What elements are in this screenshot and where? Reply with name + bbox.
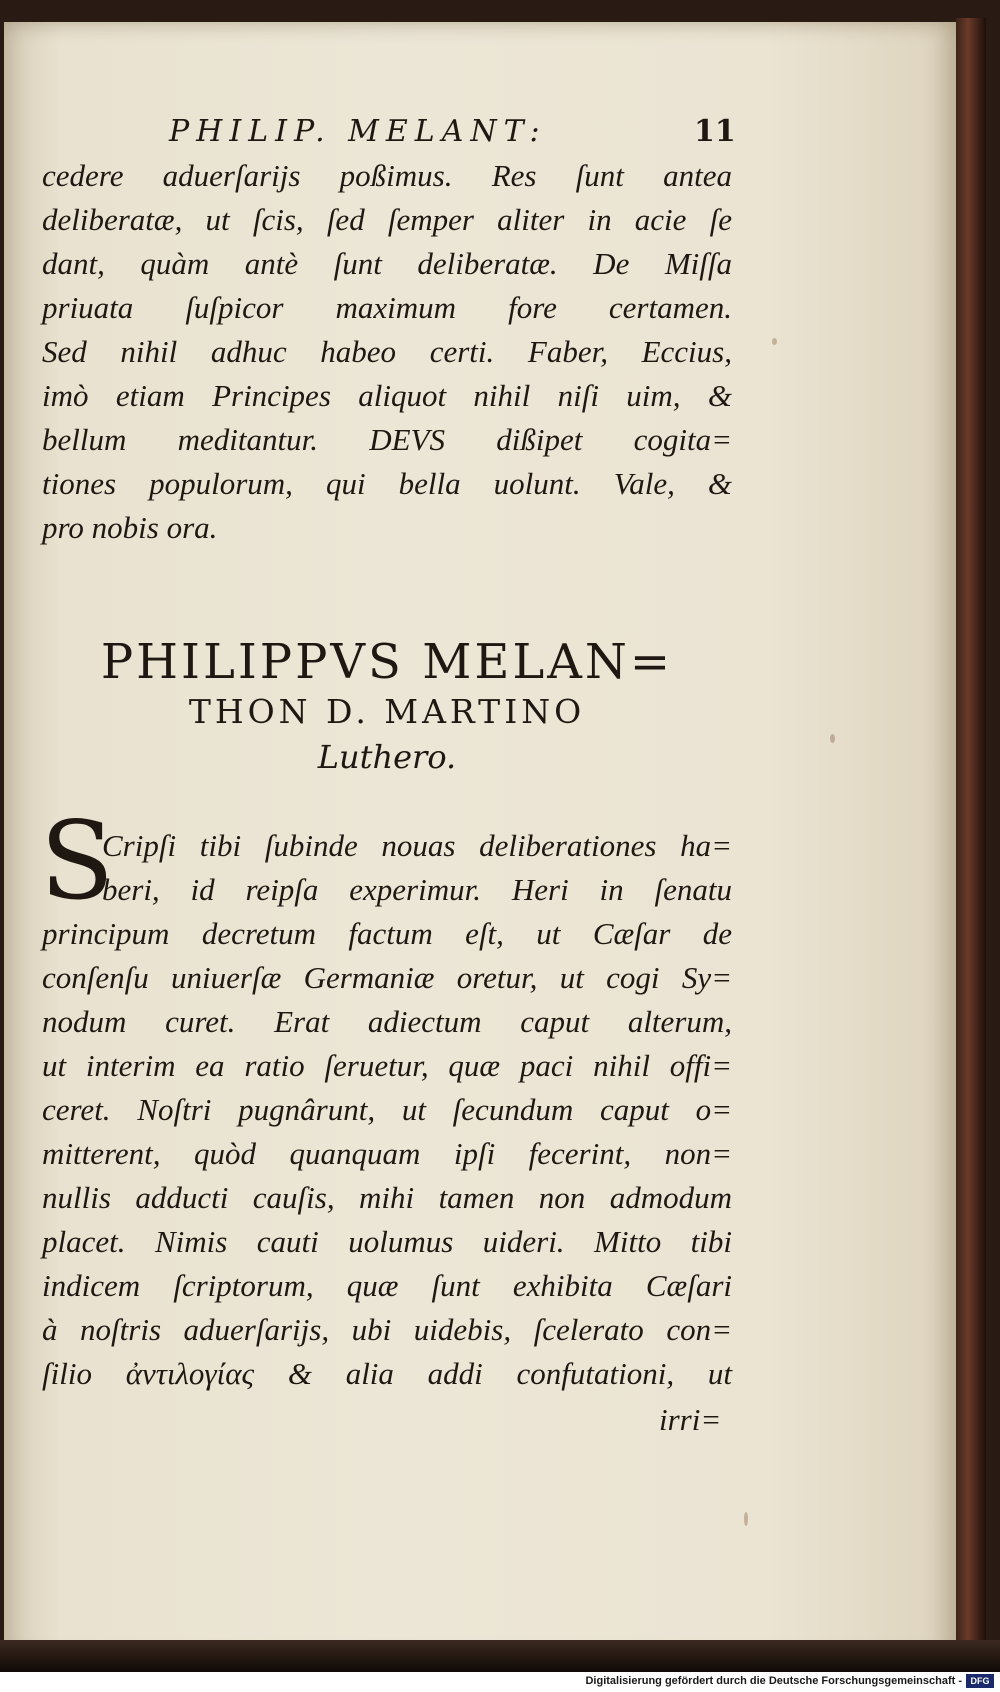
letter-1-text [42,154,732,550]
text-line: dant, quàm antè ſunt deliberatæ. De Miſſa [42,246,732,281]
book-edge [956,18,986,1668]
letter-2-opening [102,824,732,912]
ink-speck [772,338,777,345]
text-line: principum decretum factum eſt, ut Cæſar de [42,916,732,951]
footer-bar [0,1672,1000,1692]
drop-cap: S [40,799,114,924]
page-number: 11 [694,114,736,149]
text-line: bellum meditantur. DEVS dißipet cogita= [42,422,732,457]
text-line: beri, id reipſa experimur. Heri in ſenatu [102,872,732,907]
catchword: irri= [659,1402,722,1437]
letter-2-text [42,912,732,1396]
running-head: PHILIP. MELANT: [169,114,547,149]
text-line: Sed nihil adhuc habeo certi. Faber, Eccius, [42,334,732,369]
text-line: pro nobis ora. [42,510,218,545]
text-line: imò etiam Principes aliquot nihil niſi uim, & [42,378,732,413]
ink-speck [830,734,835,743]
text-line: mitterent, quòd quanquam ipſi fecerint, non= [42,1136,732,1171]
text-line: tiones populorum, qui bella uolunt. Vale, & [42,466,732,501]
text-line: ſilio ἀντιλογίας & alia addi confutationi, ut [42,1356,732,1391]
scan-bottom-shadow [0,1640,1000,1672]
text-line: Cripſi tibi ſubinde nouas deliberationes ha= [102,828,732,863]
text-line: à noſtris aduerſarijs, ubi uidebis, ſcelerato con= [42,1312,732,1347]
dfg-logo-icon: DFG [966,1674,994,1688]
ink-speck [744,1512,748,1526]
text-line: cedere aduerſarijs poßimus. Res ſunt antea [42,158,732,193]
text-line: conſenſu uniuerſæ Germaniæ oretur, ut cogi Sy= [42,960,732,995]
text-line: ceret. Noſtri pugnârunt, ut ſecundum caput o= [42,1092,732,1127]
text-line: deliberatæ, ut ſcis, ſed ſemper aliter in acie ſe [42,202,732,237]
text-line: nullis adducti cauſis, mihi tamen non admodum [42,1180,732,1215]
letter-heading-line-2: THON D. MARTINO [188,692,586,731]
text-line: placet. Nimis cauti uolumus uideri. Mitto tibi [42,1224,732,1259]
letter-heading-line-1: PHILIPPVS MELAN= [100,634,674,690]
letter-heading-line-3: Luthero. [317,738,457,776]
text-line: priuata ſuſpicor maximum fore certamen. [42,290,732,325]
text-line: ut interim ea ratio ſeruetur, quæ paci nihil offi= [42,1048,732,1083]
book-page [4,22,956,1658]
text-line: nodum curet. Erat adiectum caput alterum, [42,1004,732,1039]
funding-credit: Digitalisierung gefördert durch die Deutsche Forschungsgemeinschaft - [585,1675,962,1687]
text-line: indicem ſcriptorum, quæ ſunt exhibita Cæſari [42,1268,732,1303]
